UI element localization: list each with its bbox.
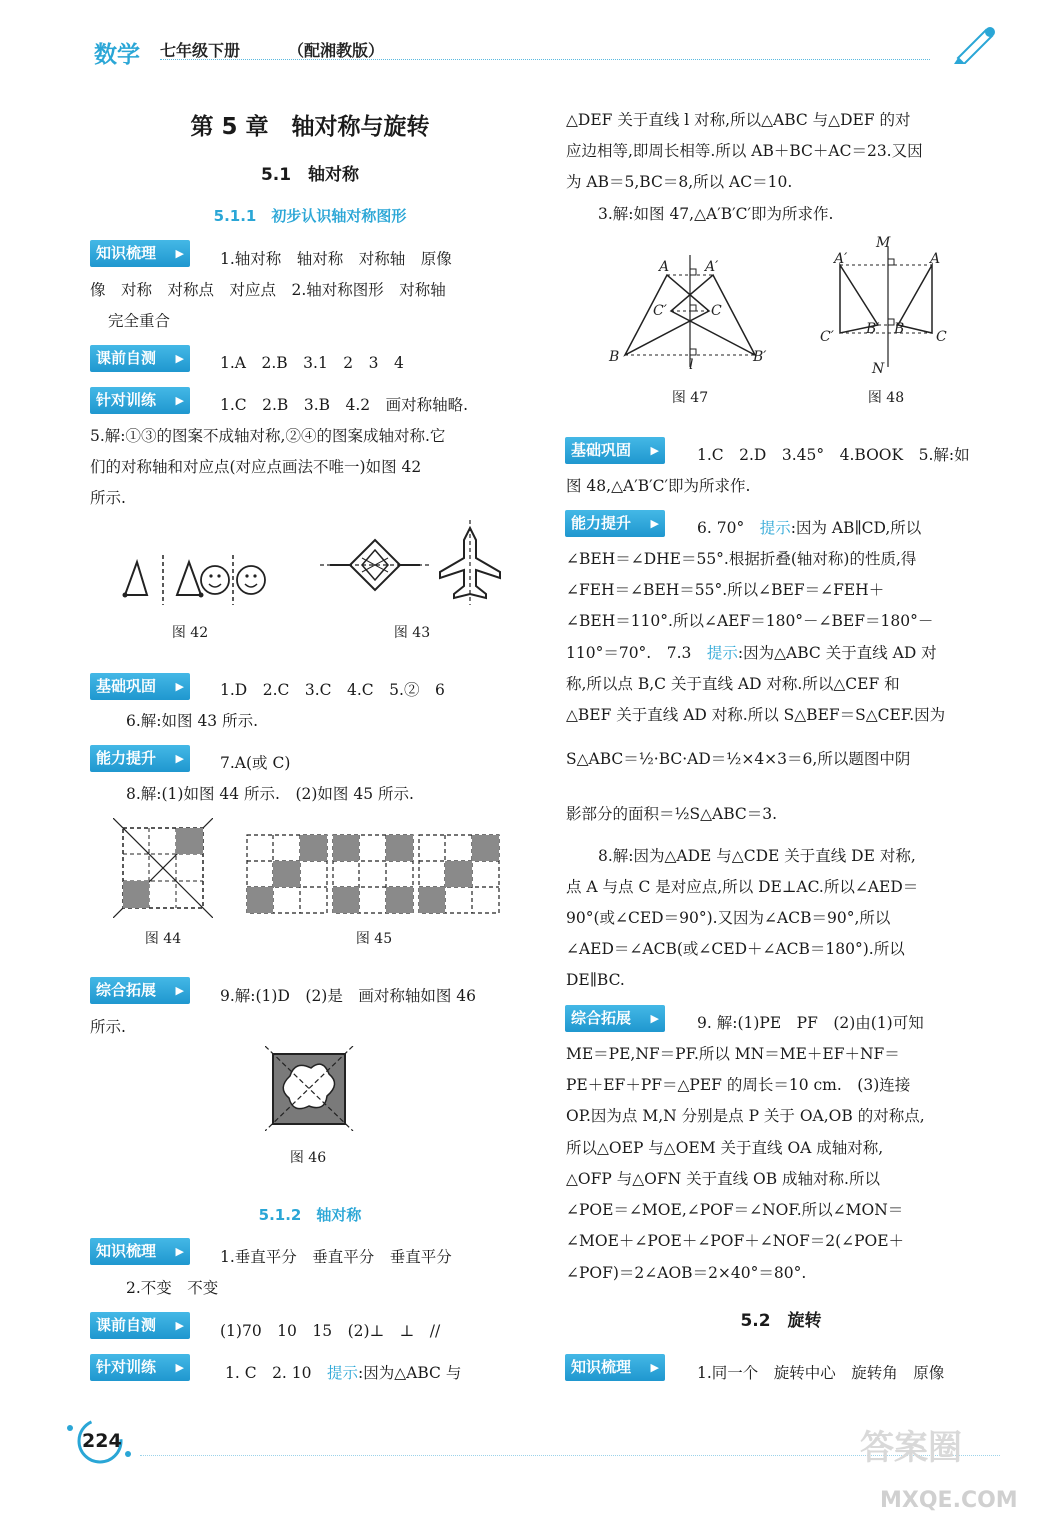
label-B: B [894, 321, 905, 337]
text-line: 像 对称 对称点 对应点 2.轴对称图形 对称轴 [90, 281, 446, 299]
figure-46 [265, 1046, 355, 1131]
text-line: 为 AB＝5,BC＝8,所以 AC＝10. [566, 173, 793, 191]
caption-figure-48: 图 48 [867, 390, 905, 406]
label-B: B [609, 349, 620, 365]
figure-45 [245, 833, 501, 915]
text-line: PE＋EF＋PF＝△PEF 的周长＝10 cm. (3)连接 [566, 1076, 911, 1094]
figure-48 [820, 235, 960, 375]
chapter-title: 第 5 章 轴对称与旋转 [190, 114, 430, 140]
text-line: ∠MOE＋∠POE＋∠POF＋∠NOF＝2(∠POE＋ [566, 1232, 905, 1250]
label-M: M [876, 235, 891, 251]
figure-43 [320, 520, 510, 605]
header-divider [160, 59, 930, 60]
text-line: △BEF 关于直线 AD 对称.所以 S△BEF＝S△CEF.因为 [566, 706, 946, 724]
text-line: 90°(或∠CED＝90°).又因为∠ACB＝90°,所以 [566, 909, 891, 927]
label-A-prime: A′ [834, 251, 848, 267]
text-line: OP.因为点 M,N 分别是点 P 关于 OA,OB 的对称点, [566, 1107, 925, 1125]
text-line: 7.A(或 C) [220, 754, 291, 772]
text-line: 1.A 2.B 3.1 2 3 4 [220, 354, 404, 372]
text-line: 1. C 2. 10 提示:因为△ABC 与 [225, 1364, 462, 1382]
tag-knowledge: 知识梳理 ▶ [565, 1354, 665, 1381]
text-line: 110°＝70°. 7.3 提示:因为△ABC 关于直线 AD 对 [566, 644, 937, 662]
tag-extension: 综合拓展 ▶ [90, 977, 190, 1004]
text-line: ∠BEH＝∠DHE＝55°.根据折叠(轴对称)的性质,得 [566, 550, 917, 568]
page-number: 224 [82, 1430, 122, 1452]
label-l: l [689, 357, 694, 370]
tag-practice: 针对训练 ▶ [90, 1354, 190, 1381]
text-line: 称,所以点 B,C 关于直线 AD 对称.所以△CEF 和 [566, 675, 900, 693]
label-C-prime: C′ [820, 329, 834, 345]
tag-ability: 能力提升 ▶ [90, 745, 190, 772]
tag-basic: 基础巩固 ▶ [90, 673, 190, 700]
text-line: 9.解:(1)D (2)是 画对称轴如图 46 [220, 987, 477, 1005]
tag-pretest: 课前自测 ▶ [90, 345, 190, 372]
caption-figure-43: 图 43 [393, 625, 431, 641]
figure-42 [105, 550, 275, 610]
label-A: A [659, 259, 670, 275]
text-line: 1.垂直平分 垂直平分 垂直平分 [220, 1248, 452, 1266]
text-line: 8.解:(1)如图 44 所示. (2)如图 45 所示. [126, 785, 414, 803]
text-line: 点 A 与点 C 是对应点,所以 DE⊥AC.所以∠AED＝ [566, 878, 919, 896]
text-line: (1)70 10 15 (2)⊥ ⊥ // [220, 1322, 441, 1340]
text-line: 1.轴对称 轴对称 对称轴 原像 [220, 250, 452, 268]
header-edition: （配湘教版） [288, 41, 385, 60]
label-B-prime: B′ [866, 321, 880, 337]
label-N: N [872, 361, 885, 375]
watermark-url: MXQE.COM [880, 1488, 1018, 1513]
text-line: 影部分的面积＝½S△ABC＝3. [566, 805, 778, 823]
tag-ability: 能力提升 ▶ [565, 510, 665, 537]
text-line: ∠FEH＝∠BEH＝55°.所以∠BEF＝∠FEH＋ [566, 581, 885, 599]
section-title-5-1: 5.1 轴对称 [260, 165, 360, 185]
text-line: 1.D 2.C 3.C 4.C 5.② 6 [220, 681, 445, 699]
text-line: 9. 解:(1)PE PF (2)由(1)可知 [697, 1014, 924, 1032]
text-line: ∠BEH＝110°.所以∠AEF＝180°－∠BEF＝180°－ [566, 612, 934, 630]
tag-pretest: 课前自测 ▶ [90, 1312, 190, 1339]
text-line: 8.解:因为△ADE 与△CDE 关于直线 DE 对称, [598, 847, 916, 865]
subsection-title-5-1-1: 5.1.1 初步认识轴对称图形 [213, 207, 407, 225]
label-C-prime: C′ [653, 303, 667, 319]
text-line: 应边相等,即周长相等.所以 AB＋BC＋AC＝23.又因 [566, 142, 923, 160]
tag-knowledge: 知识梳理 ▶ [90, 1238, 190, 1265]
text-line: S△ABC＝½·BC·AD＝½×4×3＝6,所以题图中阴 [566, 750, 911, 768]
figure-44 [113, 818, 213, 918]
text-line: 所示. [90, 1018, 126, 1036]
text-line: ∠AED＝∠ACB(或∠CED＋∠ACB＝180°).所以 [566, 940, 905, 958]
text-line: 2.不变 不变 [126, 1279, 219, 1297]
section-title-5-2: 5.2 旋转 [740, 1311, 822, 1331]
header-grade: 七年级下册 [160, 41, 241, 60]
text-line: △DEF 关于直线 l 对称,所以△ABC 与△DEF 的对 [566, 111, 911, 129]
text-line: 3.解:如图 47,△A′B′C′即为所求作. [598, 205, 834, 223]
text-line: DE∥BC. [566, 971, 625, 989]
text-line: 图 48,△A′B′C′即为所求作. [566, 477, 751, 495]
text-line: 1.C 2.B 3.B 4.2 画对称轴略. [220, 396, 469, 414]
text-line: 5.解:①③的图案不成轴对称,②④的图案成轴对称.它 [90, 427, 446, 445]
pencil-icon [950, 24, 998, 64]
label-B-prime: B′ [753, 349, 767, 365]
text-line: ME＝PE,NF＝PF.所以 MN＝ME＋EF＋NF＝ [566, 1045, 900, 1063]
watermark-logo: 答案圈 [860, 1428, 962, 1468]
tag-knowledge: 知识梳理 ▶ [90, 240, 190, 267]
text-line: 所以△OEP 与△OEM 关于直线 OA 成轴对称, [566, 1139, 884, 1157]
label-C: C [936, 329, 947, 345]
label-A-prime: A′ [705, 259, 719, 275]
text-line: ∠POE＝∠MOE,∠POF＝∠NOF.所以∠MON＝ [566, 1201, 904, 1219]
subsection-title-5-1-2: 5.1.2 轴对称 [258, 1206, 362, 1224]
text-line: 6. 70° 提示:因为 AB∥CD,所以 [697, 519, 922, 537]
text-line: 们的对称轴和对应点(对应点画法不唯一)如图 42 [90, 458, 422, 476]
label-C: C [711, 303, 722, 319]
caption-figure-46: 图 46 [289, 1150, 327, 1166]
text-line: △OFP 与△OFN 关于直线 OB 成轴对称.所以 [566, 1170, 880, 1188]
text-line: 所示. [90, 489, 126, 507]
text-line: 6.解:如图 43 所示. [126, 712, 259, 730]
label-A: A [930, 251, 941, 267]
figure-47 [605, 255, 775, 370]
tag-practice: 针对训练 ▶ [90, 387, 190, 414]
text-line: 完全重合 [108, 312, 171, 330]
text-line: 1.同一个 旋转中心 旋转角 原像 [697, 1364, 945, 1382]
tag-basic: 基础巩固 ▶ [565, 437, 665, 464]
caption-figure-47: 图 47 [671, 390, 709, 406]
text-line: ∠POF)＝2∠AOB＝2×40°＝80°. [566, 1264, 807, 1282]
caption-figure-45: 图 45 [355, 931, 393, 947]
text-line: 1.C 2.D 3.45° 4.BOOK 5.解:如 [697, 446, 970, 464]
tag-extension: 综合拓展 ▶ [565, 1005, 665, 1032]
caption-figure-44: 图 44 [144, 931, 182, 947]
header-subject: 数学 [94, 42, 140, 68]
caption-figure-42: 图 42 [171, 625, 209, 641]
